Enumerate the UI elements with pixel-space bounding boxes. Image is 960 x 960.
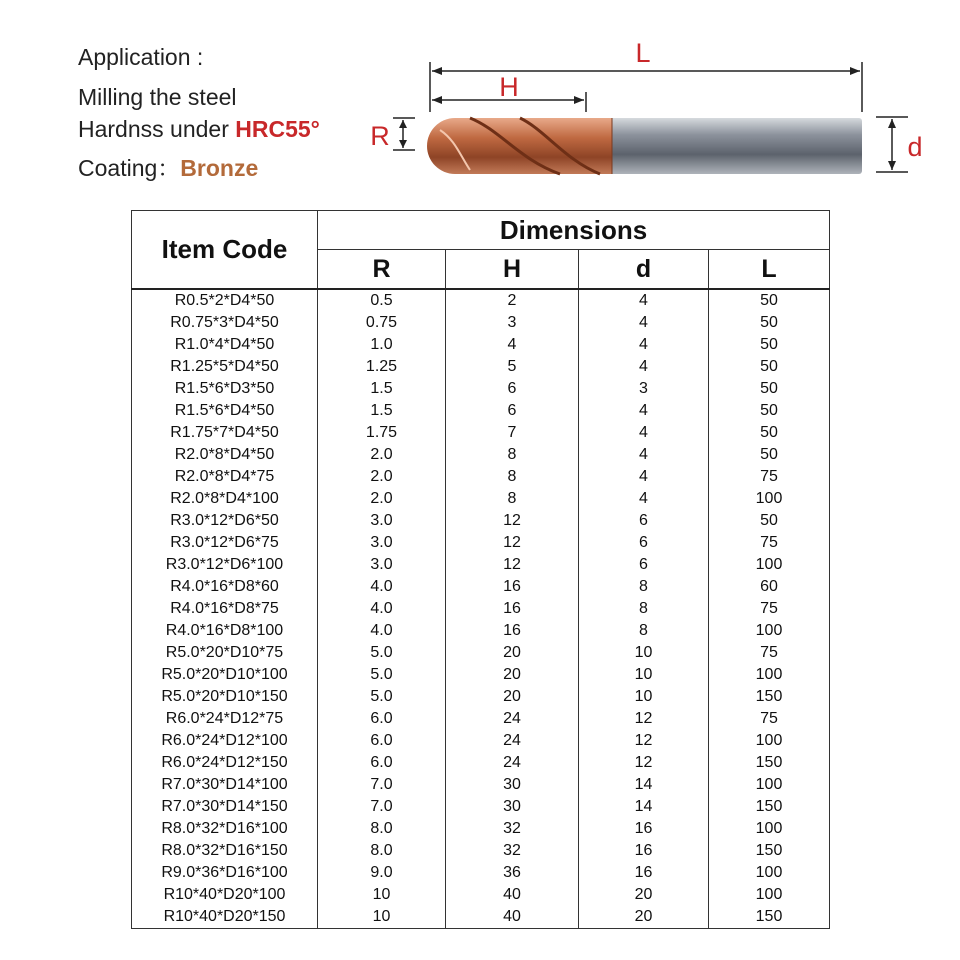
d-value-cell: 4 (579, 422, 709, 444)
item-code-cell: R8.0*32*D16*150 (132, 840, 318, 862)
table-row (132, 466, 830, 488)
l-value-cell: 150 (709, 752, 830, 774)
table-row (132, 576, 830, 598)
tool-shank (600, 118, 862, 174)
d-value-cell: 8 (579, 620, 709, 642)
r-value-cell: 4.0 (318, 576, 446, 598)
d-value-cell: 4 (579, 356, 709, 378)
d-value-cell: 10 (579, 664, 709, 686)
hardness-line (78, 116, 320, 143)
item-code-cell: R1.25*5*D4*50 (132, 356, 318, 378)
h-value-cell: 7 (446, 422, 579, 444)
d-value-cell: 3 (579, 378, 709, 400)
d-value-cell: 4 (579, 312, 709, 334)
item-code-cell: R7.0*30*D14*100 (132, 774, 318, 796)
d-value-cell: 4 (579, 334, 709, 356)
table-row (132, 289, 830, 312)
d-value-cell: 10 (579, 642, 709, 664)
h-value-cell: 12 (446, 510, 579, 532)
table-row (132, 598, 830, 620)
coating-value: Bronze (180, 155, 259, 181)
table-row (132, 708, 830, 730)
r-value-cell: 3.0 (318, 532, 446, 554)
d-value-cell: 20 (579, 906, 709, 929)
table-row (132, 686, 830, 708)
d-value-cell: 20 (579, 884, 709, 906)
dimensions-header: Dimensions (318, 211, 830, 250)
r-value-cell: 10 (318, 884, 446, 906)
r-value-cell: 2.0 (318, 466, 446, 488)
item-code-cell: R10*40*D20*100 (132, 884, 318, 906)
h-value-cell: 24 (446, 708, 579, 730)
d-value-cell: 16 (579, 862, 709, 884)
l-value-cell: 150 (709, 686, 830, 708)
r-value-cell: 4.0 (318, 620, 446, 642)
table-row (132, 664, 830, 686)
hardness-value: HRC55° (235, 116, 320, 142)
l-value-cell: 75 (709, 708, 830, 730)
h-value-cell: 5 (446, 356, 579, 378)
table-row (132, 840, 830, 862)
l-value-cell: 100 (709, 862, 830, 884)
r-value-cell: 0.5 (318, 289, 446, 312)
l-value-cell: 75 (709, 532, 830, 554)
item-code-cell: R4.0*16*D8*75 (132, 598, 318, 620)
table-row (132, 510, 830, 532)
r-value-cell: 6.0 (318, 752, 446, 774)
h-value-cell: 30 (446, 796, 579, 818)
table-row (132, 620, 830, 642)
item-code-cell: R3.0*12*D6*50 (132, 510, 318, 532)
d-value-cell: 8 (579, 576, 709, 598)
l-value-cell: 100 (709, 774, 830, 796)
table-row (132, 884, 830, 906)
d-value-cell: 12 (579, 708, 709, 730)
table-row (132, 356, 830, 378)
r-value-cell: 6.0 (318, 708, 446, 730)
h-value-cell: 3 (446, 312, 579, 334)
table-row (132, 312, 830, 334)
r-value-cell: 8.0 (318, 818, 446, 840)
r-value-cell: 0.75 (318, 312, 446, 334)
table-body (132, 289, 830, 929)
l-value-cell: 150 (709, 906, 830, 929)
table-row (132, 334, 830, 356)
dimension-R (393, 118, 415, 150)
r-value-cell: 5.0 (318, 642, 446, 664)
d-value-cell: 12 (579, 752, 709, 774)
item-code-cell: R0.75*3*D4*50 (132, 312, 318, 334)
item-code-cell: R1.5*6*D3*50 (132, 378, 318, 400)
table-row (132, 422, 830, 444)
label-R: R (370, 121, 390, 151)
r-value-cell: 10 (318, 906, 446, 929)
usage-text: Milling the steel (78, 84, 237, 110)
d-value-cell: 6 (579, 532, 709, 554)
r-value-cell: 5.0 (318, 686, 446, 708)
table-row (132, 730, 830, 752)
d-value-cell: 4 (579, 289, 709, 312)
h-value-cell: 24 (446, 752, 579, 774)
l-value-cell: 100 (709, 664, 830, 686)
d-value-cell: 10 (579, 686, 709, 708)
h-value-cell: 40 (446, 884, 579, 906)
item-code-header: Item Code (132, 211, 318, 290)
column-header-L: L (709, 250, 830, 290)
l-value-cell: 50 (709, 400, 830, 422)
r-value-cell: 2.0 (318, 488, 446, 510)
h-value-cell: 4 (446, 334, 579, 356)
r-value-cell: 2.0 (318, 444, 446, 466)
table-row (132, 752, 830, 774)
l-value-cell: 50 (709, 312, 830, 334)
table-row (132, 488, 830, 510)
coating-line (78, 150, 258, 183)
l-value-cell: 60 (709, 576, 830, 598)
h-value-cell: 30 (446, 774, 579, 796)
item-code-cell: R3.0*12*D6*100 (132, 554, 318, 576)
coating-label: Coating： (78, 155, 181, 181)
item-code-cell: R5.0*20*D10*150 (132, 686, 318, 708)
h-value-cell: 20 (446, 686, 579, 708)
r-value-cell: 1.5 (318, 400, 446, 422)
label-d: d (907, 132, 923, 162)
table-row (132, 906, 830, 929)
item-code-cell: R3.0*12*D6*75 (132, 532, 318, 554)
h-value-cell: 16 (446, 576, 579, 598)
l-value-cell: 100 (709, 730, 830, 752)
l-value-cell: 100 (709, 884, 830, 906)
l-value-cell: 50 (709, 510, 830, 532)
d-value-cell: 4 (579, 466, 709, 488)
item-code-cell: R1.75*7*D4*50 (132, 422, 318, 444)
d-value-cell: 6 (579, 554, 709, 576)
h-value-cell: 24 (446, 730, 579, 752)
l-value-cell: 75 (709, 466, 830, 488)
h-value-cell: 8 (446, 488, 579, 510)
r-value-cell: 3.0 (318, 554, 446, 576)
r-value-cell: 1.0 (318, 334, 446, 356)
item-code-cell: R9.0*36*D16*100 (132, 862, 318, 884)
table-row (132, 444, 830, 466)
d-value-cell: 8 (579, 598, 709, 620)
dimension-d (876, 117, 908, 172)
dimensions-table (131, 210, 830, 929)
item-code-cell: R6.0*24*D12*150 (132, 752, 318, 774)
d-value-cell: 14 (579, 774, 709, 796)
end-mill-tool (427, 118, 862, 174)
l-value-cell: 100 (709, 554, 830, 576)
d-value-cell: 12 (579, 730, 709, 752)
label-H: H (499, 72, 519, 102)
h-value-cell: 12 (446, 532, 579, 554)
l-value-cell: 100 (709, 620, 830, 642)
h-value-cell: 20 (446, 642, 579, 664)
h-value-cell: 6 (446, 400, 579, 422)
dimension-L (430, 62, 862, 112)
item-code-cell: R2.0*8*D4*75 (132, 466, 318, 488)
table-row (132, 378, 830, 400)
table-row (132, 862, 830, 884)
item-code-cell: R4.0*16*D8*60 (132, 576, 318, 598)
column-header-R: R (318, 250, 446, 290)
h-value-cell: 12 (446, 554, 579, 576)
r-value-cell: 8.0 (318, 840, 446, 862)
item-code-cell: R5.0*20*D10*75 (132, 642, 318, 664)
h-value-cell: 16 (446, 598, 579, 620)
d-value-cell: 16 (579, 840, 709, 862)
item-code-cell: R10*40*D20*150 (132, 906, 318, 929)
item-code-cell: R1.0*4*D4*50 (132, 334, 318, 356)
l-value-cell: 100 (709, 488, 830, 510)
l-value-cell: 150 (709, 796, 830, 818)
l-value-cell: 50 (709, 334, 830, 356)
item-code-cell: R0.5*2*D4*50 (132, 289, 318, 312)
r-value-cell: 7.0 (318, 774, 446, 796)
table-row (132, 796, 830, 818)
r-value-cell: 6.0 (318, 730, 446, 752)
end-mill-diagram (360, 30, 960, 200)
r-value-cell: 3.0 (318, 510, 446, 532)
h-value-cell: 20 (446, 664, 579, 686)
r-value-cell: 1.25 (318, 356, 446, 378)
l-value-cell: 50 (709, 356, 830, 378)
table-row (132, 554, 830, 576)
h-value-cell: 8 (446, 466, 579, 488)
l-value-cell: 100 (709, 818, 830, 840)
column-header-H: H (446, 250, 579, 290)
r-value-cell: 9.0 (318, 862, 446, 884)
h-value-cell: 36 (446, 862, 579, 884)
l-value-cell: 50 (709, 444, 830, 466)
h-value-cell: 2 (446, 289, 579, 312)
l-value-cell: 75 (709, 598, 830, 620)
h-value-cell: 40 (446, 906, 579, 929)
table-row (132, 400, 830, 422)
item-code-cell: R2.0*8*D4*50 (132, 444, 318, 466)
l-value-cell: 50 (709, 378, 830, 400)
d-value-cell: 4 (579, 488, 709, 510)
d-value-cell: 16 (579, 818, 709, 840)
application-label: Application : (78, 44, 204, 70)
l-value-cell: 150 (709, 840, 830, 862)
h-value-cell: 8 (446, 444, 579, 466)
l-value-cell: 75 (709, 642, 830, 664)
l-value-cell: 50 (709, 422, 830, 444)
item-code-cell: R6.0*24*D12*100 (132, 730, 318, 752)
h-value-cell: 6 (446, 378, 579, 400)
h-value-cell: 16 (446, 620, 579, 642)
item-code-cell: R2.0*8*D4*100 (132, 488, 318, 510)
item-code-cell: R6.0*24*D12*75 (132, 708, 318, 730)
r-value-cell: 7.0 (318, 796, 446, 818)
d-value-cell: 14 (579, 796, 709, 818)
l-value-cell: 50 (709, 289, 830, 312)
r-value-cell: 1.75 (318, 422, 446, 444)
table-row (132, 818, 830, 840)
d-value-cell: 4 (579, 400, 709, 422)
table-row (132, 642, 830, 664)
item-code-cell: R7.0*30*D14*150 (132, 796, 318, 818)
column-header-d: d (579, 250, 709, 290)
d-value-cell: 6 (579, 510, 709, 532)
h-value-cell: 32 (446, 818, 579, 840)
r-value-cell: 5.0 (318, 664, 446, 686)
hardness-prefix: Hardnss under (78, 116, 236, 142)
item-code-cell: R8.0*32*D16*100 (132, 818, 318, 840)
item-code-cell: R4.0*16*D8*100 (132, 620, 318, 642)
d-value-cell: 4 (579, 444, 709, 466)
table-row (132, 532, 830, 554)
r-value-cell: 1.5 (318, 378, 446, 400)
table-row (132, 774, 830, 796)
h-value-cell: 32 (446, 840, 579, 862)
item-code-cell: R1.5*6*D4*50 (132, 400, 318, 422)
label-L: L (635, 38, 651, 68)
item-code-cell: R5.0*20*D10*100 (132, 664, 318, 686)
r-value-cell: 4.0 (318, 598, 446, 620)
